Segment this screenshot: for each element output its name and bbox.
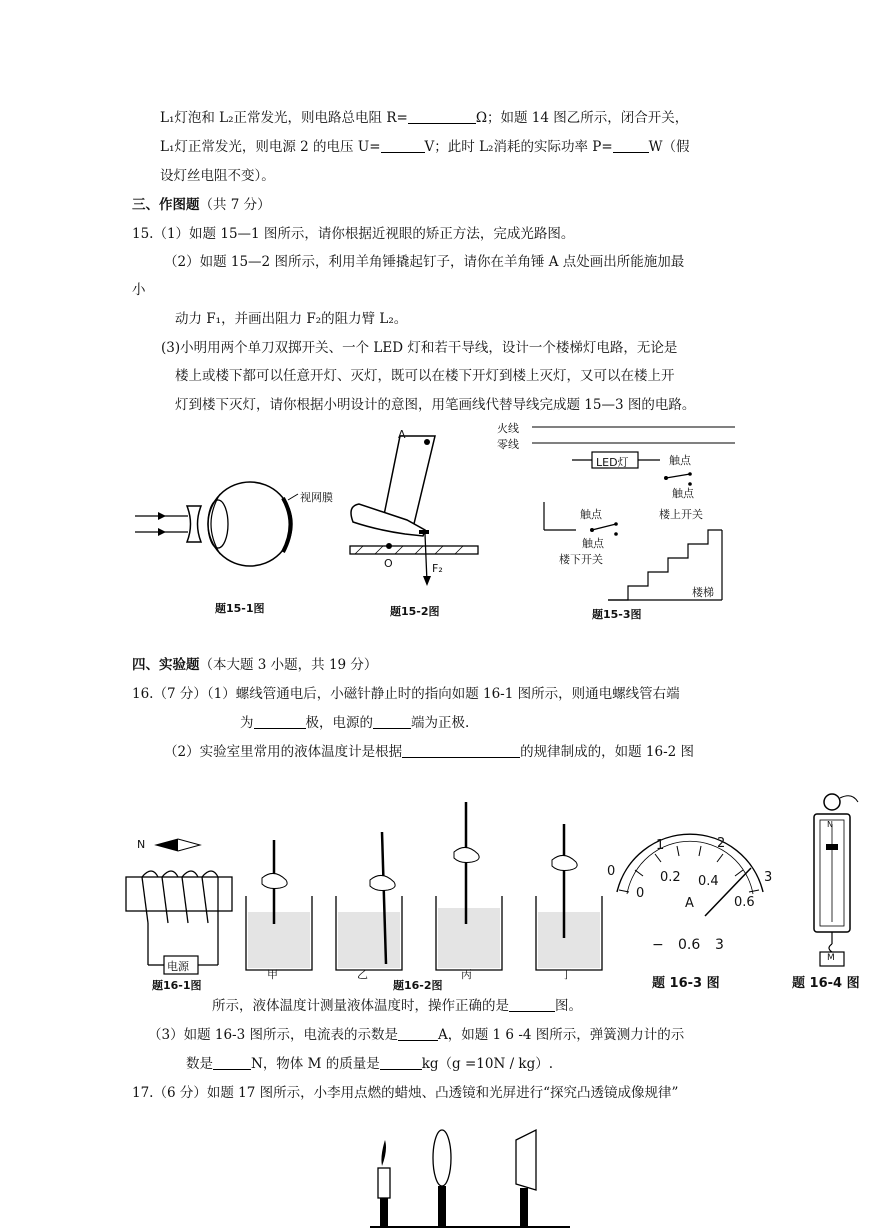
- led-label: LED灯: [596, 456, 629, 469]
- q16-text: 数是: [186, 1056, 213, 1072]
- stairs-label: 楼梯: [692, 586, 714, 599]
- q16-part1-b: [240, 713, 469, 733]
- section-title: 三、作图题: [132, 197, 200, 213]
- live-wire-label: 火线: [497, 422, 519, 435]
- section-4-heading: [132, 655, 377, 675]
- scale-top-1: 1: [656, 838, 665, 853]
- answer-blank[interactable]: [509, 997, 555, 1012]
- answer-blank[interactable]: [380, 1055, 422, 1070]
- q16-text: A，如题 1 6 -4 图所示，弹簧测力计的示: [438, 1027, 685, 1043]
- neutral-wire-label: 零线: [497, 438, 519, 451]
- q16-part3-a: [148, 1025, 684, 1045]
- upstairs-switch-label: 楼上开关: [659, 508, 703, 521]
- beaker-bing: [436, 802, 502, 970]
- figure-16-3-caption: 题 16-3 图: [652, 976, 720, 991]
- label-jia: 甲: [267, 968, 278, 981]
- q14-line2: [160, 137, 690, 157]
- scale-bottom-0-4: 0.4: [698, 874, 719, 889]
- q14-text: W（假: [648, 139, 690, 155]
- figure-17-optics-bench: [370, 1128, 570, 1228]
- q16-text: 图。: [555, 998, 582, 1014]
- q14-text: L₁灯正常发光，则电源 2 的电压 U=: [160, 139, 381, 155]
- scale-bottom-0-6: 0.6: [734, 895, 755, 910]
- q16-text: kg（g =10N / kg）.: [421, 1056, 554, 1072]
- scale-top-0: 0: [607, 864, 616, 879]
- label-yi: 乙: [357, 968, 368, 981]
- section-note: （共 7 分）: [199, 197, 271, 213]
- q14-line3: 设灯丝电阻不变）。: [160, 168, 275, 184]
- upper-contact-label: 触点: [672, 487, 694, 500]
- figure-16-1-caption: 题16-1图: [152, 979, 202, 992]
- figure-15-3-caption: 题15-3图: [592, 608, 642, 621]
- figure-16-4-caption: 题 16-4 图: [792, 976, 860, 991]
- figure-15-1-caption: 题15-1图: [215, 602, 265, 615]
- q16-text: 的规律制成的，如题 16-2 图: [520, 744, 695, 760]
- figure-15-3-circuit-diagram: [530, 420, 770, 620]
- q16-part3-b: [186, 1054, 553, 1074]
- q17-part1: 17.（6 分）如题 17 图所示，小李用点燃的蜡烛、凸透镜和光屏进行“探究凸透镜成像规律”: [132, 1085, 679, 1101]
- section-note: （本大题 3 小题，共 19 分）: [199, 657, 378, 673]
- spring-unit-label: N: [827, 820, 833, 829]
- q15-part2-a: （2）如题 15—2 图所示，利用羊角锤撬起钉子，请你在羊角锤 A 点处画出所能施加最: [164, 254, 685, 270]
- lower-contact-label: 触点: [582, 537, 604, 550]
- label-bing: 丙: [461, 968, 472, 981]
- retina-label: 视网膜: [300, 491, 333, 504]
- figure-16-4-spring-scale: [804, 788, 864, 968]
- label-ding: 丁: [561, 968, 572, 981]
- answer-blank[interactable]: [402, 743, 520, 758]
- mass-m-label: M: [827, 953, 835, 963]
- scale-bottom-0-2: 0.2: [660, 870, 681, 885]
- beaker-jia: [246, 840, 312, 970]
- figure-16-2-thermometer-diagram: [240, 800, 610, 950]
- q16-text: 端为正极.: [411, 715, 470, 731]
- pivot-o-label: O: [384, 557, 393, 570]
- q15-part1: 15.（1）如题 15—1 图所示，请你根据近视眼的矫正方法，完成光路图。: [132, 226, 575, 242]
- point-a-label: A: [398, 428, 406, 441]
- q16-text: 极，电源的: [305, 715, 373, 731]
- q15-part2-c: 动力 F₁，并画出阻力 F₂的阻力臂 L₂。: [175, 311, 408, 327]
- answer-blank[interactable]: [254, 714, 306, 729]
- figure-16-2-caption: 题16-2图: [393, 979, 443, 992]
- answer-blank[interactable]: [613, 138, 649, 153]
- q15-part2-b: 小: [132, 282, 146, 298]
- q15-part3-c: 灯到楼下灭灯，请你根据小明设计的意图，用笔画线代替导线完成题 15—3 图的电路。: [175, 397, 696, 413]
- answer-blank[interactable]: [373, 714, 411, 729]
- q14-text: L₁灯泡和 L₂正常发光，则电路总电阻 R=: [160, 110, 408, 126]
- power-source-label: 电源: [167, 960, 189, 973]
- scale-bottom-0: 0: [636, 886, 645, 901]
- q15-part3-b: 楼上或楼下都可以任意开灯、灭灯，既可以在楼下开灯到楼上灭灯，又可以在楼上开: [175, 368, 675, 384]
- answer-blank[interactable]: [381, 138, 425, 153]
- beaker-ding: [536, 824, 602, 970]
- lower-contact-label: 触点: [580, 508, 602, 521]
- q16-part2-a: [164, 742, 694, 762]
- q16-text: 为: [240, 715, 254, 731]
- answer-blank[interactable]: [213, 1055, 251, 1070]
- ammeter-unit-label: A: [685, 896, 694, 911]
- terminal-3: 3: [715, 937, 724, 953]
- beaker-yi: [336, 832, 402, 970]
- q15-part3-a: (3)小明用两个单刀双掷开关、一个 LED 灯和若干导线，设计一个楼梯灯电路，无论是: [161, 340, 678, 356]
- q14-line1: [160, 108, 688, 128]
- section-title: 四、实验题: [132, 657, 200, 673]
- q16-text: （2）实验室里常用的液体温度计是根据: [164, 744, 403, 760]
- q16-part2-c: [212, 996, 582, 1016]
- answer-blank[interactable]: [408, 109, 476, 124]
- q14-text: V；此时 L₂消耗的实际功率 P=: [424, 139, 613, 155]
- q16-text: N，物体 M 的质量是: [251, 1056, 380, 1072]
- answer-blank[interactable]: [398, 1026, 438, 1041]
- scale-top-3: 3: [764, 870, 773, 885]
- force-f2-label: F₂: [432, 562, 443, 575]
- q16-part1-a: 16.（7 分）（1）螺线管通电后，小磁针静止时的指向如题 16-1 图所示，则通电螺线管右端: [132, 686, 680, 702]
- terminal-minus: −: [652, 937, 664, 953]
- north-pole-label: N: [137, 838, 146, 851]
- figure-15-2-caption: 题15-2图: [390, 605, 440, 618]
- section-3-heading: [132, 195, 271, 215]
- figure-15-2-hammer-diagram: [345, 430, 485, 590]
- upper-contact-label: 触点: [669, 454, 691, 467]
- q16-text: （3）如题 16-3 图所示，电流表的示数是: [148, 1027, 399, 1043]
- scale-top-2: 2: [717, 836, 726, 851]
- q16-text: 所示，液体温度计测量液体温度时，操作正确的是: [212, 998, 509, 1014]
- terminal-0-6: 0.6: [678, 937, 701, 953]
- downstairs-switch-label: 楼下开关: [559, 553, 603, 566]
- q14-text: Ω；如题 14 图乙所示，闭合开关，: [475, 110, 689, 126]
